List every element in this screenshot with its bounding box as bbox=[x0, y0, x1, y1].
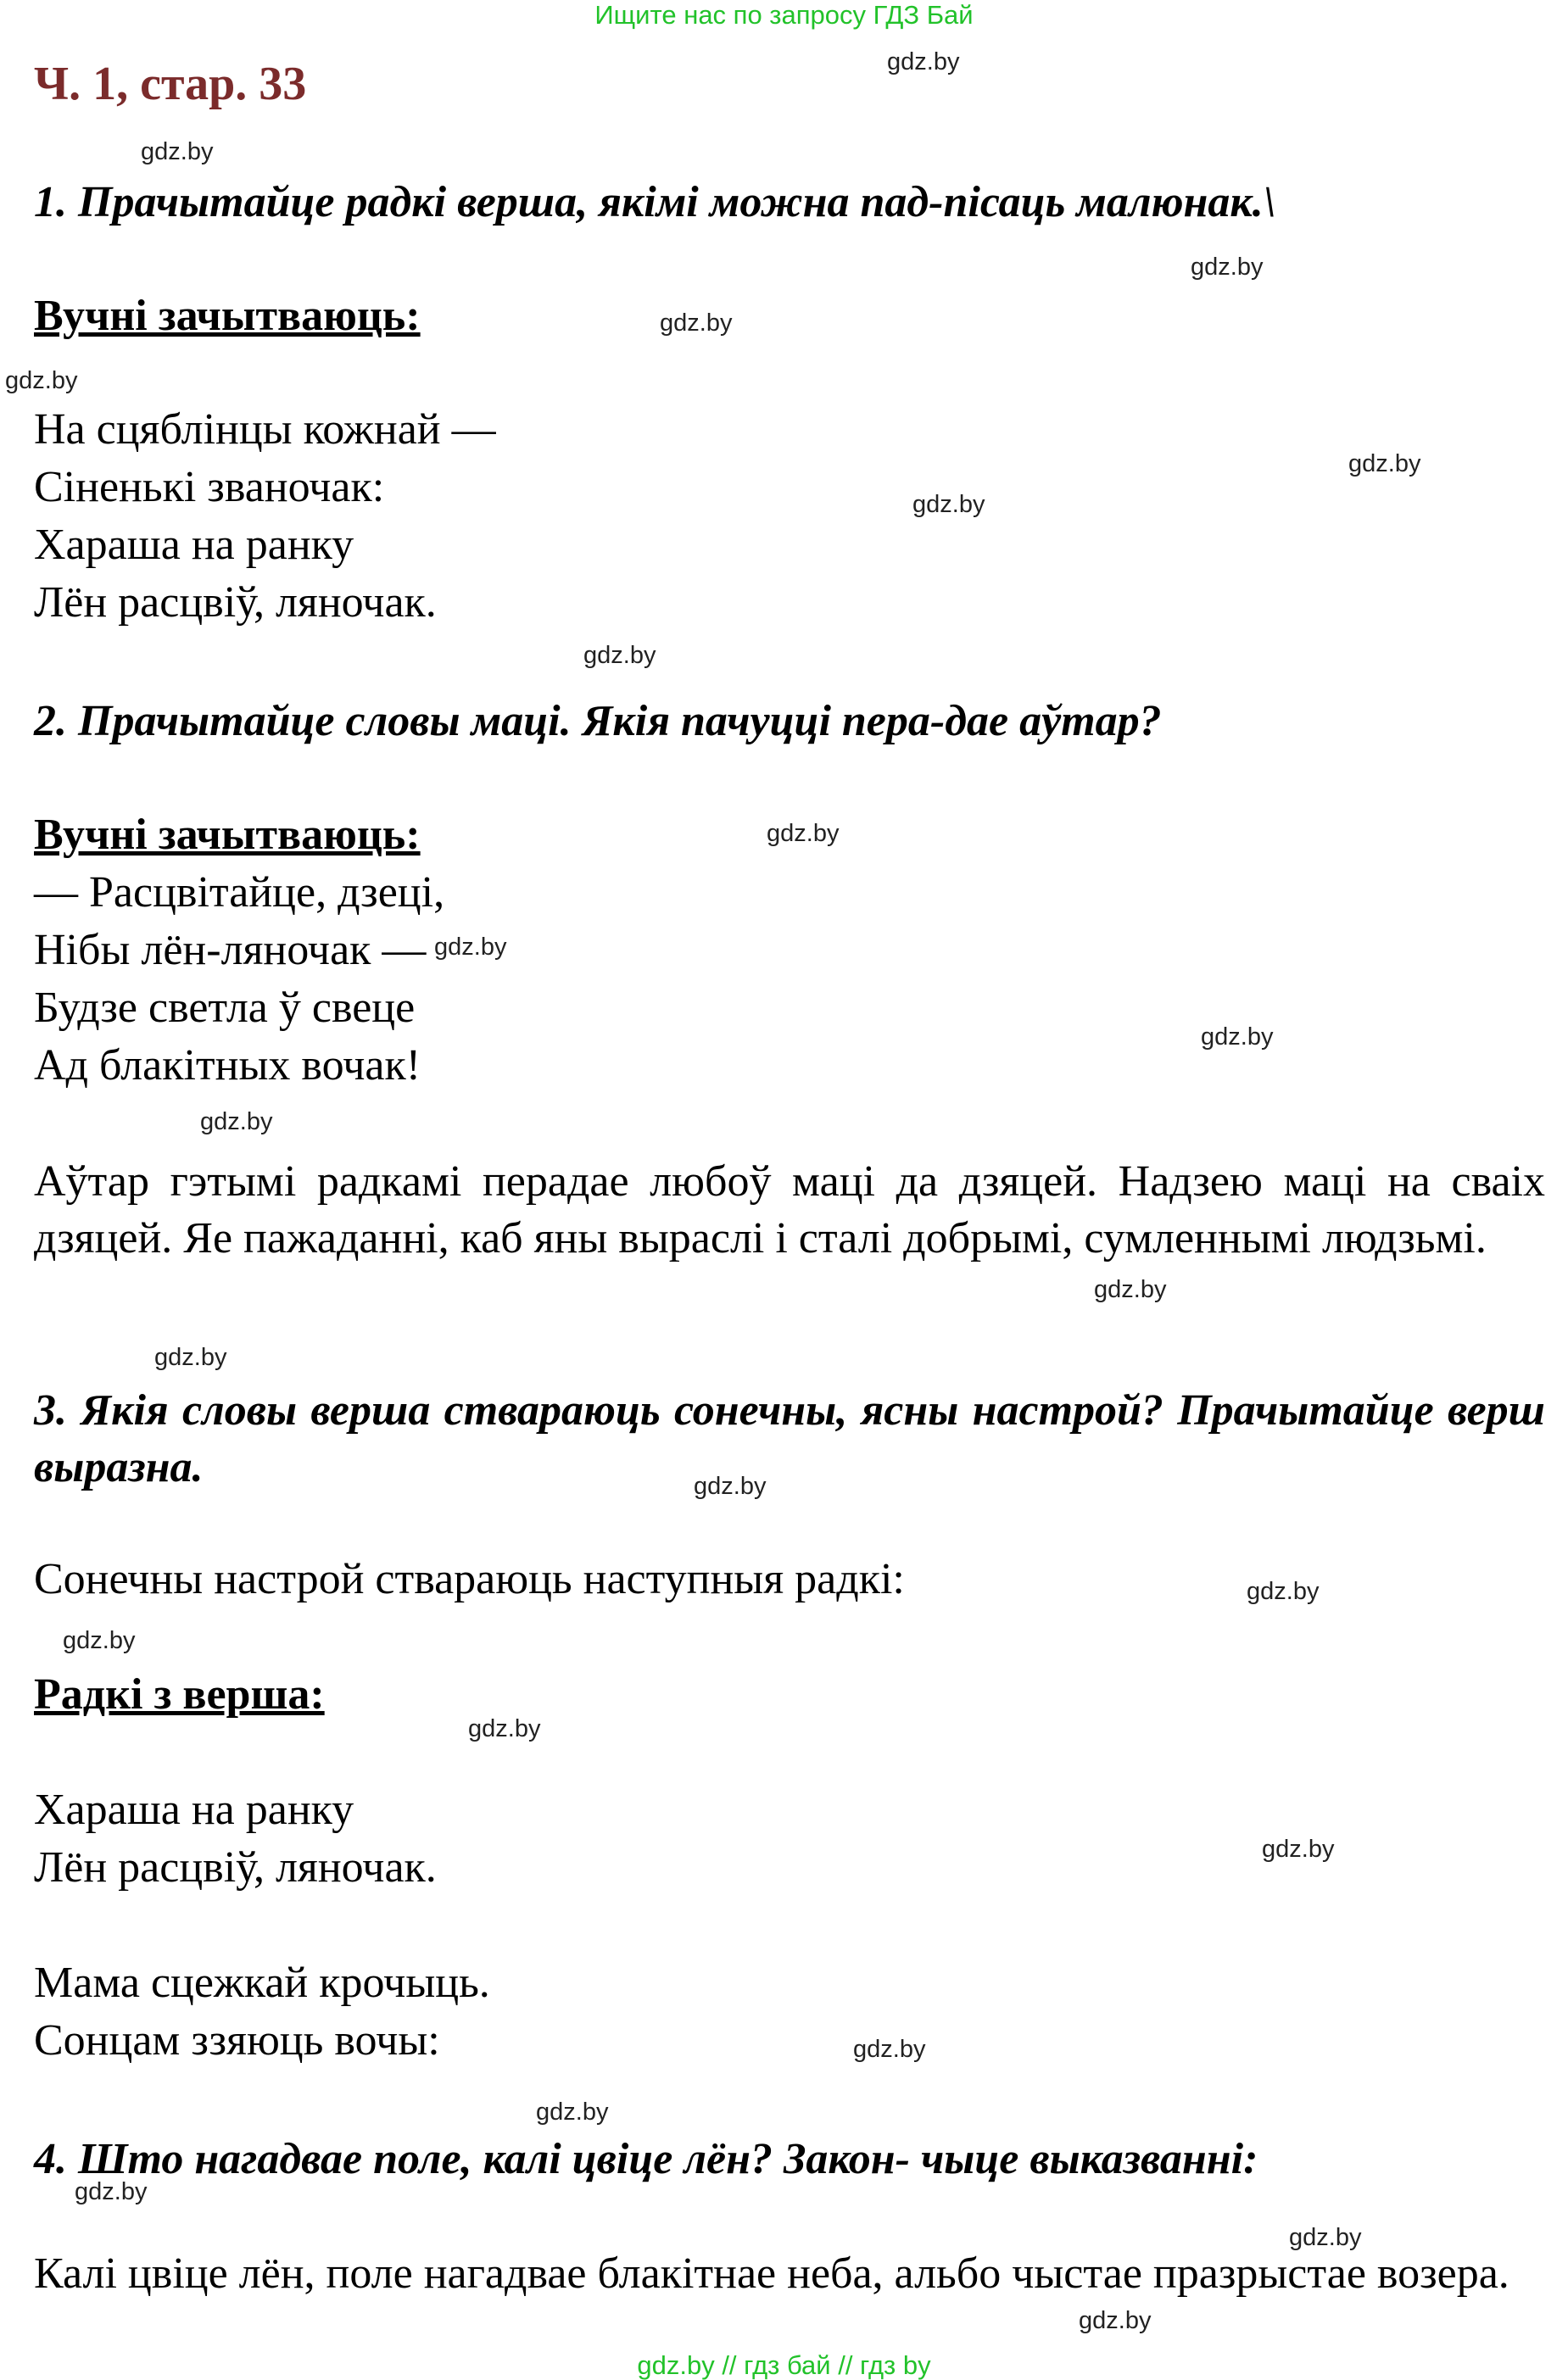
poem-line: Ад блакітных вочак! bbox=[34, 1041, 421, 1090]
question-4: 4. Што нагадвае поле, калі цвіце лён? Закон- чыце выказванні: bbox=[34, 2135, 1258, 2183]
question-1-heading: Вучні зачытваюць: bbox=[34, 292, 421, 340]
watermark: gdz.by bbox=[1262, 1836, 1335, 1863]
watermark: gdz.by bbox=[912, 491, 985, 518]
footer-links[interactable]: gdz.by // гдз бай // гдз by bbox=[637, 2350, 931, 2380]
watermark: gdz.by bbox=[887, 48, 960, 75]
watermark: gdz.by bbox=[5, 367, 78, 394]
poem-line: Лён расцвіў, ляночак. bbox=[34, 578, 437, 627]
question-2: 2. Прачытайце словы маці. Якія пачуцці пера-дае аўтар? bbox=[34, 697, 1162, 745]
question-2-answer: Аўтар гэтымі радкамі перадае любоў маці да дзяцей. Надзею маці на сваіх дзяцей. Яе пажаданні, каб яны выраслі і сталі добрымі, сумленнымі людзьмі. bbox=[34, 1157, 1545, 1262]
question-1: 1. Прачытайце радкі верша, якімі можна пад-пісаць малюнак.\ bbox=[34, 178, 1276, 226]
poem-line: Сонцам ззяюць вочы: bbox=[34, 2016, 440, 2065]
watermark: gdz.by bbox=[536, 2099, 609, 2126]
watermark: gdz.by bbox=[141, 138, 214, 165]
watermark: gdz.by bbox=[434, 934, 507, 961]
poem-line: Хараша на ранку bbox=[34, 521, 354, 569]
poem-line: Сіненькі званочак: bbox=[34, 463, 385, 511]
watermark: gdz.by bbox=[767, 820, 840, 847]
top-banner[interactable]: Ищите нас по запросу ГДЗ Бай bbox=[594, 0, 974, 30]
watermark: gdz.by bbox=[1191, 254, 1264, 281]
watermark: gdz.by bbox=[853, 2036, 926, 2063]
watermark: gdz.by bbox=[660, 309, 733, 337]
watermark: gdz.by bbox=[468, 1715, 541, 1742]
poem-line: Хараша на ранку bbox=[34, 1786, 354, 1834]
watermark: gdz.by bbox=[1289, 2224, 1362, 2251]
watermark: gdz.by bbox=[1348, 450, 1421, 477]
question-3: 3. Якія словы верша ствараюць сонечны, ясны настрой? Прачытайце верш выразна. bbox=[34, 1386, 1545, 1491]
poem-line: На сцяблінцы кожнай — bbox=[34, 405, 496, 454]
question-3-heading: Радкі з верша: bbox=[34, 1670, 325, 1719]
watermark: gdz.by bbox=[200, 1108, 273, 1135]
question-3-answer: Сонечны настрой ствараюць наступныя радкі: bbox=[34, 1555, 905, 1603]
question-4-answer: Калі цвіце лён, поле нагадвае блакітнае неба, альбо чыстае празрыстае возера. bbox=[34, 2249, 1509, 2298]
watermark: gdz.by bbox=[1201, 1023, 1274, 1051]
watermark: gdz.by bbox=[1094, 1276, 1167, 1303]
watermark: gdz.by bbox=[694, 1473, 767, 1500]
watermark: gdz.by bbox=[154, 1344, 227, 1371]
poem-line: Лён расцвіў, ляночак. bbox=[34, 1843, 437, 1892]
watermark: gdz.by bbox=[1247, 1578, 1320, 1605]
watermark: gdz.by bbox=[75, 2178, 148, 2205]
poem-line: Нібы лён-ляночак — bbox=[34, 926, 427, 974]
poem-line: Мама сцежкай крочыць. bbox=[34, 1959, 490, 2007]
poem-line: Будзе светла ў свеце bbox=[34, 984, 416, 1032]
poem-line: — Расцвітайце, дзеці, bbox=[34, 868, 445, 917]
watermark: gdz.by bbox=[583, 642, 656, 669]
watermark: gdz.by bbox=[1079, 2307, 1152, 2334]
question-2-heading: Вучні зачытваюць: bbox=[34, 811, 421, 859]
watermark: gdz.by bbox=[63, 1627, 136, 1654]
page-title: Ч. 1, стар. 33 bbox=[34, 58, 307, 110]
